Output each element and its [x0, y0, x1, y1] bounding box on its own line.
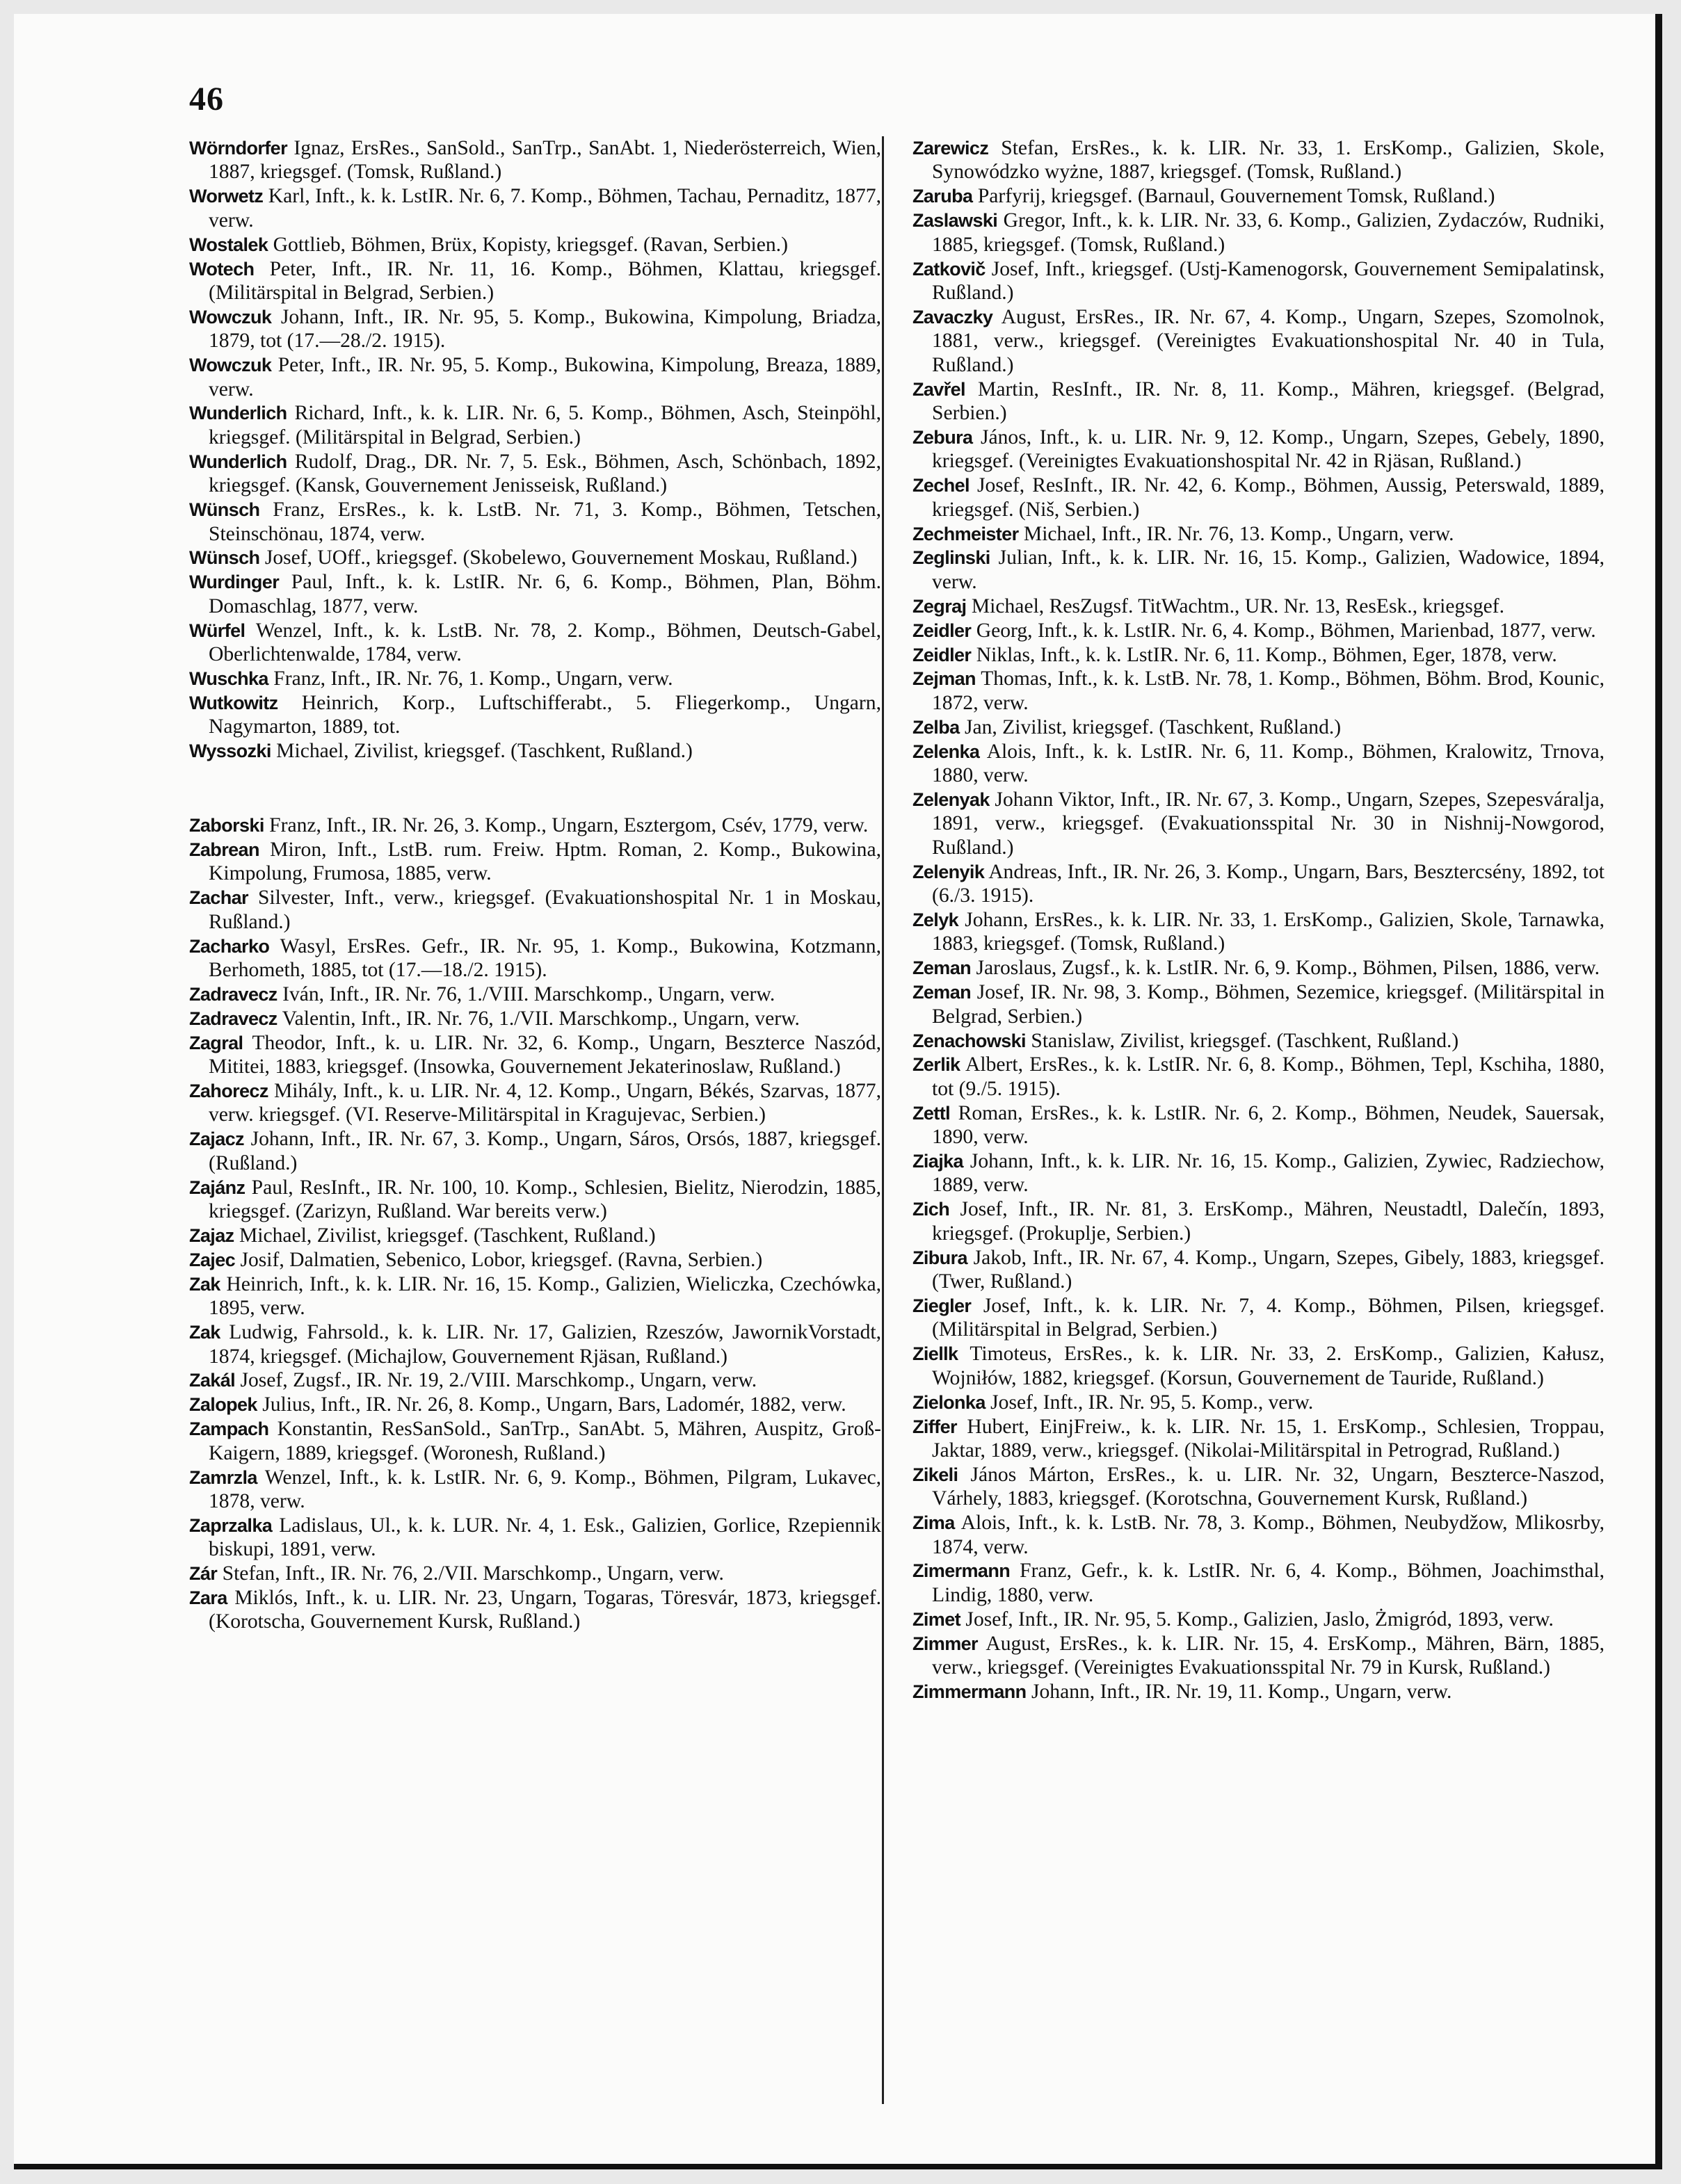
register-entry: [912, 257, 1604, 305]
entry-surname: Zakál: [189, 1370, 236, 1391]
register-entry: [189, 814, 881, 837]
entry-surname: Zegraj: [912, 595, 967, 617]
entry-surname: Zajec: [189, 1249, 236, 1270]
entry-surname: Wörndorfer: [189, 138, 287, 159]
register-entry: [189, 1320, 881, 1368]
register-entry: [912, 1680, 1604, 1704]
entry-details: Alois, Inft., k. k. LstB. Nr. 78, 3. Komp., Böhmen, Neubydžow, Mlikosrby, 1874, verw.: [932, 1512, 1604, 1558]
register-entry: [189, 570, 881, 618]
register-entry: [189, 1368, 881, 1392]
register-entry: [189, 1393, 881, 1416]
column-divider: [882, 136, 884, 2104]
entry-details: Jan, Zivilist, kriegsgef. (Taschkent, Rußland.): [964, 715, 1342, 738]
entry-surname: Zak: [189, 1273, 220, 1295]
page-number: 46: [189, 81, 224, 118]
entry-details: Josef, ResInft., IR. Nr. 42, 6. Komp., Böhmen, Aussig, Peterswald, 1889, kriegsgef. (Niš, Serbien.): [932, 474, 1604, 521]
entry-surname: Wotech: [189, 258, 255, 280]
entry-surname: Ziajka: [912, 1151, 963, 1172]
entry-surname: Zara: [189, 1587, 227, 1609]
entry-surname: Zabrean: [189, 839, 259, 860]
entry-details: Wenzel, Inft., k. k. LstIR. Nr. 6, 9. Komp., Böhmen, Pilgram, Lukavec, 1878, verw.: [209, 1466, 881, 1512]
entry-surname: Zettl: [912, 1102, 950, 1124]
entry-surname: Wowczuk: [189, 306, 272, 327]
entry-details: Josef, Inft., IR. Nr. 95, 5. Komp., Galizien, Jaslo, Żmigród, 1893, verw.: [965, 1608, 1554, 1631]
entry-surname: Zahorecz: [189, 1081, 268, 1102]
entry-details: Johann, Inft., IR. Nr. 67, 3. Komp., Ungarn, Sáros, Orsós, 1887, kriegsgef. (Rußland.): [209, 1128, 881, 1174]
register-entry: [912, 1342, 1604, 1390]
register-entry: [912, 643, 1604, 667]
entry-details: Theodor, Inft., k. u. LIR. Nr. 32, 6. Komp., Ungarn, Beszterce Naszód, Mititei, 1883, kriegsgef. (Insowka, Gouvernement Jekaterinoslaw, Rußland.): [209, 1031, 881, 1078]
entry-details: Ladislaus, Ul., k. k. LUR. Nr. 4, 1. Esk., Galizien, Gorlice, Rzepiennik biskupi, 1891, verw.: [209, 1514, 881, 1561]
entry-details: Michael, Zivilist, kriegsgef. (Taschkent, Rußland.): [239, 1224, 656, 1247]
entry-surname: Zebura: [912, 426, 973, 448]
entry-surname: Zejman: [912, 668, 976, 690]
entry-details: Josif, Dalmatien, Sebenico, Lobor, kriegsgef. (Ravna, Serbien.): [240, 1248, 763, 1271]
register-entry: [189, 1224, 881, 1247]
register-entry: [189, 739, 881, 763]
register-entry: [912, 1608, 1604, 1631]
entry-surname: Wutkowitz: [189, 692, 278, 713]
entry-surname: Zeglinski: [912, 547, 990, 569]
register-entry: [912, 1053, 1604, 1101]
register-entry: [189, 1007, 881, 1030]
register-entry: [912, 1391, 1604, 1414]
entry-surname: Wowczuk: [189, 355, 272, 376]
register-entry: [912, 788, 1604, 859]
register-entry: [189, 136, 881, 184]
entry-surname: Zaprzalka: [189, 1514, 273, 1536]
register-entry: [189, 233, 881, 257]
register-entry: [189, 886, 881, 934]
entry-surname: Zich: [912, 1199, 950, 1220]
entry-surname: Zatkovič: [912, 258, 986, 280]
entry-surname: Zeman: [912, 982, 972, 1003]
entry-details: August, ErsRes., k. k. LIR. Nr. 15, 4. ErsKomp., Mähren, Bärn, 1885, verw., kriegsgef. (Vereinigtes Evakuationsspital Nr. 79 in Kursk, Rußland.): [932, 1632, 1605, 1679]
entry-details: Paul, ResInft., IR. Nr. 100, 10. Komp., Schlesien, Bielitz, Nierodzin, 1885, kriegsgef. (Zarizyn, Rußland. War bereits verw.): [209, 1176, 881, 1223]
entry-details: Michael, Zivilist, kriegsgef. (Taschkent, Rußland.): [276, 740, 693, 763]
entry-surname: Zenachowski: [912, 1030, 1026, 1051]
entry-surname: Zelenka: [912, 741, 980, 762]
register-entry: [189, 619, 881, 667]
document-page: [14, 14, 1662, 2169]
entry-surname: Wünsch: [189, 499, 260, 521]
entry-details: Peter, Inft., IR. Nr. 95, 5. Komp., Bukowina, Kimpolung, Breaza, 1889, verw.: [209, 354, 881, 401]
register-entry: [189, 353, 881, 401]
entry-surname: Zacharko: [189, 935, 270, 957]
entry-details: Michael, Inft., IR. Nr. 76, 13. Komp., Ungarn, verw.: [1023, 522, 1454, 545]
entry-surname: Zechmeister: [912, 523, 1019, 544]
entry-details: Miklós, Inft., k. u. LIR. Nr. 23, Ungarn, Togaras, Töresvár, 1873, kriegsgef. (Korotscha, Gouvernement Kursk, Rußland.): [209, 1587, 881, 1633]
register-entry: [912, 522, 1604, 546]
register-entry: [189, 401, 881, 449]
entry-surname: Wunderlich: [189, 451, 287, 472]
entry-surname: Würfel: [189, 620, 246, 641]
entry-details: Wenzel, Inft., k. k. LstB. Nr. 78, 2. Komp., Böhmen, Deutsch-Gabel, Oberlichtenwalde, 1784, verw.: [209, 619, 881, 666]
entry-details: Andreas, Inft., IR. Nr. 26, 3. Komp., Ungarn, Bars, Besztercsény, 1892, tot (6./3. 1915).: [932, 860, 1604, 907]
register-entry: [189, 1031, 881, 1079]
entry-details: Josef, Inft., IR. Nr. 81, 3. ErsKomp., Mähren, Neustadtl, Dalečín, 1893, kriegsgef. (Prokuplje, Serbien.): [932, 1198, 1604, 1245]
entry-surname: Zaslawski: [912, 210, 998, 232]
register-entry: [912, 1559, 1604, 1607]
register-entry: [912, 1246, 1604, 1294]
entry-surname: Zajaz: [189, 1224, 234, 1246]
register-entry: [189, 1127, 881, 1175]
entry-surname: Zalopek: [189, 1394, 257, 1416]
entry-surname: Zarewicz: [912, 138, 989, 159]
register-entry: [912, 1415, 1604, 1463]
entry-details: Rudolf, Drag., DR. Nr. 7, 5. Esk., Böhmen, Asch, Schönbach, 1892, kriegsgef. (Kansk, Gouvernement Jenisseisk, Rußland.): [209, 450, 881, 497]
register-entry: [912, 956, 1604, 980]
entry-details: Silvester, Inft., verw., kriegsgef. (Evakuationshospital Nr. 1 in Moskau, Rußland.): [209, 887, 881, 933]
entry-surname: Wurdinger: [189, 572, 280, 593]
register-entry: [912, 594, 1604, 618]
entry-details: Johann, Inft., IR. Nr. 19, 11. Komp., Ungarn, verw.: [1031, 1681, 1452, 1703]
register-entry: [912, 908, 1604, 956]
entry-surname: Zaruba: [912, 186, 973, 207]
entry-surname: Zima: [912, 1512, 955, 1534]
entry-surname: Wünsch: [189, 547, 260, 569]
register-entry: [912, 740, 1604, 788]
register-entry: [189, 691, 881, 739]
entry-surname: Zagral: [189, 1032, 243, 1053]
register-entry: [912, 619, 1604, 642]
entry-surname: Zeman: [912, 957, 972, 979]
register-entry: [912, 426, 1604, 474]
register-entry: [912, 1149, 1604, 1197]
entry-surname: Zak: [189, 1322, 220, 1343]
register-entry: [189, 546, 881, 569]
register-entry: [189, 982, 881, 1006]
register-entry: [912, 1101, 1604, 1149]
entry-details: Niklas, Inft., k. k. LstIR. Nr. 6, 11. Komp., Böhmen, Eger, 1878, verw.: [976, 643, 1557, 666]
entry-surname: Zelba: [912, 716, 960, 738]
entry-details: Albert, ErsRes., k. k. LstIR. Nr. 6, 8. Komp., Böhmen, Tepl, Kschiha, 1880, tot (9./5. 1915).: [932, 1053, 1604, 1100]
entry-details: Valentin, Inft., IR. Nr. 76, 1./VII. Marschkomp., Ungarn, verw.: [282, 1007, 800, 1030]
entry-details: Stanislaw, Zivilist, kriegsgef. (Taschkent, Rußland.): [1031, 1029, 1459, 1052]
entry-surname: Zelyk: [912, 909, 959, 930]
register-entry: [189, 1466, 881, 1514]
register-entry: [189, 1417, 881, 1465]
register-entry: [912, 1029, 1604, 1053]
register-entry: [912, 378, 1604, 426]
entry-surname: Zampach: [189, 1418, 269, 1440]
entry-details: Josef, IR. Nr. 98, 3. Komp., Böhmen, Sezemice, kriegsgef. (Militärspital in Belgrad, Serbien.): [932, 981, 1604, 1028]
entry-details: Josef, Inft., IR. Nr. 95, 5. Komp., verw.: [990, 1391, 1314, 1414]
register-entry: [189, 935, 881, 982]
entry-details: Michael, ResZugsf. TitWachtm., UR. Nr. 13, ResEsk., kriegsgef.: [971, 594, 1505, 617]
register-entry: [912, 1632, 1604, 1680]
register-entry: [912, 715, 1604, 739]
register-entry: [189, 1586, 881, 1634]
entry-details: Martin, ResInft., IR. Nr. 8, 11. Komp., Mähren, kriegsgef. (Belgrad, Serbien.): [932, 378, 1604, 424]
entry-details: Paul, Inft., k. k. LstIR. Nr. 6, 6. Komp., Böhmen, Plan, Böhm. Domaschlag, 1877, verw.: [209, 571, 881, 617]
register-entry: [189, 305, 881, 353]
entry-surname: Zajacz: [189, 1129, 244, 1150]
register-entry: [189, 450, 881, 498]
entry-surname: Zadravecz: [189, 1008, 278, 1029]
entry-details: Josef, Inft., kriegsgef. (Ustj-Kamenogorsk, Gouvernement Semipalatinsk, Rußland.): [932, 257, 1604, 304]
entry-details: Roman, ErsRes., k. k. LstIR. Nr. 6, 2. Komp., Böhmen, Neudek, Sauersak, 1890, verw.: [932, 1101, 1605, 1149]
register-entry: [912, 474, 1604, 521]
entry-details: Josef, Inft., k. k. LIR. Nr. 7, 4. Komp., Böhmen, Pilsen, kriegsgef. (Militärspital in Belgrad, Serbien.): [932, 1295, 1604, 1341]
z-section: [189, 814, 881, 1634]
entry-surname: Zajánz: [189, 1176, 246, 1198]
entry-details: Franz, Gefr., k. k. LstIR. Nr. 6, 4. Komp., Böhmen, Joachimsthal, Lindig, 1880, verw.: [932, 1560, 1604, 1606]
entry-details: August, ErsRes., IR. Nr. 67, 4. Komp., Ungarn, Szepes, Szomolnok, 1881, verw., kriegsgef. (Vereinigtes Evakuationshospital Nr. 40 in Tula, Rußland.): [932, 305, 1604, 376]
entry-details: Franz, Inft., IR. Nr. 26, 3. Komp., Ungarn, Esztergom, Csév, 1779, verw.: [269, 814, 869, 837]
entry-details: Timoteus, ErsRes., k. k. LIR. Nr. 33, 2. ErsKomp., Galizien, Kałusz, Wojniłów, 1882, kriegsgef. (Korsun, Gouvernement de Tauride, Rußland.): [932, 1343, 1604, 1389]
entry-surname: Zibura: [912, 1247, 967, 1268]
entry-surname: Ziffer: [912, 1416, 957, 1437]
register-entry: [912, 1463, 1604, 1511]
entry-surname: Zachar: [189, 887, 248, 909]
entry-surname: Zavřel: [912, 378, 965, 400]
register-entry: [912, 980, 1604, 1028]
entry-details: Franz, Inft., IR. Nr. 76, 1. Komp., Ungarn, verw.: [273, 667, 673, 690]
register-entry: [189, 1272, 881, 1320]
register-entry: [912, 1511, 1604, 1559]
entry-details: Johann, Inft., IR. Nr. 95, 5. Komp., Bukowina, Kimpolung, Briadza, 1879, tot (17.—28./2. 1915).: [209, 305, 881, 353]
entry-details: Iván, Inft., IR. Nr. 76, 1./VIII. Marschkomp., Ungarn, verw.: [282, 982, 775, 1005]
entry-details: Jakob, Inft., IR. Nr. 67, 4. Komp., Ungarn, Szepes, Gibely, 1883, kriegsgef. (Twer, Rußland.): [932, 1246, 1604, 1293]
entry-surname: Zelenyak: [912, 788, 990, 810]
entry-surname: Zamrzla: [189, 1466, 257, 1488]
entry-details: János Márton, ErsRes., k. u. LIR. Nr. 32, Ungarn, Beszterce-Naszod, Várhely, 1883, kriegsgef. (Korotschna, Gouvernement Kursk, Rußland.): [932, 1463, 1604, 1510]
register-entry: [189, 1079, 881, 1127]
register-entry: [912, 136, 1604, 184]
entry-details: Gregor, Inft., k. k. LIR. Nr. 33, 6. Komp., Galizien, Zydaczów, Rudniki, 1885, kriegsgef. (Tomsk, Rußland.): [932, 209, 1604, 256]
entry-details: Julian, Inft., k. k. LIR. Nr. 16, 15. Komp., Galizien, Wadowice, 1894, verw.: [932, 547, 1604, 593]
entry-details: Mihály, Inft., k. u. LIR. Nr. 4, 12. Komp., Ungarn, Békés, Szarvas, 1877, verw. kriegsgef. (VI. Reserve-Militärspital in Kragujevac, Serbien.): [209, 1080, 881, 1126]
entry-surname: Wunderlich: [189, 403, 287, 424]
entry-details: János, Inft., k. u. LIR. Nr. 9, 12. Komp., Ungarn, Szepes, Gebely, 1890, kriegsgef. (Vereinigtes Evakuationshospital Nr. 42 in Rjäsan, Rußland.): [932, 426, 1604, 473]
register-entry: [912, 305, 1604, 377]
entry-details: Konstantin, ResSanSold., SanTrp., SanAbt. 5, Mähren, Auspitz, Groß-Kaigern, 1889, kriegsgef. (Woronesh, Rußland.): [209, 1418, 881, 1464]
entry-details: Richard, Inft., k. k. LIR. Nr. 6, 5. Komp., Böhmen, Asch, Steinpöhl, kriegsgef. (Militärspital in Belgrad, Serbien.): [209, 402, 881, 448]
z-section-continued: [912, 136, 1604, 1704]
section-gap: [189, 763, 881, 814]
entry-details: Julius, Inft., IR. Nr. 26, 8. Komp., Ungarn, Bars, Ladomér, 1882, verw.: [262, 1393, 846, 1416]
entry-surname: Zerlik: [912, 1054, 960, 1076]
entry-details: Johann Viktor, Inft., IR. Nr. 67, 3. Komp., Ungarn, Szepes, Szepesváralja, 1891, verw., kriegsgef. (Evakuationsspital Nr. 30 in Nishnij-Nowgorod, Rußland.): [932, 788, 1604, 859]
entry-details: Ludwig, Fahrsold., k. k. LIR. Nr. 17, Galizien, Rzeszów, JawornikVorstadt, 1874, kriegsgef. (Michajlow, Gouvernement Rjäsan, Rußland.): [209, 1321, 881, 1368]
register-entry: [189, 257, 881, 305]
left-column: [189, 136, 881, 1634]
entry-surname: Ziellk: [912, 1343, 958, 1365]
register-entry: [189, 1176, 881, 1224]
entry-details: Wasyl, ErsRes. Gefr., IR. Nr. 95, 1. Komp., Bukowina, Kotzmann, Berhometh, 1885, tot (17.—18./2. 1915).: [209, 935, 881, 981]
register-entry: [912, 209, 1604, 257]
entry-details: Johann, ErsRes., k. k. LIR. Nr. 33, 1. ErsKomp., Galizien, Skole, Tarnawka, 1883, kriegsgef. (Tomsk, Rußland.): [932, 909, 1604, 955]
entry-surname: Zielonka: [912, 1391, 986, 1413]
entry-surname: Zeidler: [912, 620, 972, 641]
entry-details: Peter, Inft., IR. Nr. 11, 16. Komp., Böhmen, Klattau, kriegsgef. (Militärspital in Belgrad, Serbien.): [209, 257, 881, 304]
entry-surname: Zadravecz: [189, 983, 278, 1005]
entry-details: Franz, ErsRes., k. k. LstB. Nr. 71, 3. Komp., Böhmen, Tetschen, Steinschönau, 1874, verw.: [209, 499, 881, 545]
entry-surname: Zelenyik: [912, 861, 985, 882]
entry-surname: Ziegler: [912, 1295, 972, 1316]
entry-surname: Zimmer: [912, 1633, 978, 1654]
w-section: [189, 136, 881, 763]
entry-details: Stefan, ErsRes., k. k. LIR. Nr. 33, 1. ErsKomp., Galizien, Skole, Synowódzko wyżne, 1887, kriegsgef. (Tomsk, Rußland.): [932, 137, 1604, 184]
entry-surname: Wuschka: [189, 668, 268, 689]
entry-details: Johann, Inft., k. k. LIR. Nr. 16, 15. Komp., Galizien, Zywiec, Radziechow, 1889, verw.: [932, 1150, 1604, 1197]
entry-details: Thomas, Inft., k. k. LstB. Nr. 78, 1. Komp., Böhmen, Böhm. Brod, Kounic, 1872, verw.: [932, 668, 1604, 714]
register-entry: [189, 838, 881, 886]
entry-surname: Wyssozki: [189, 741, 271, 762]
register-entry: [912, 1197, 1604, 1245]
register-entry: [912, 860, 1604, 908]
register-entry: [189, 184, 881, 232]
entry-details: Gottlieb, Böhmen, Brüx, Kopisty, kriegsgef. (Ravan, Serbien.): [273, 233, 788, 256]
entry-surname: Zár: [189, 1563, 218, 1585]
entry-details: Parfyrij, kriegsgef. (Barnaul, Gouvernement Tomsk, Rußland.): [977, 185, 1495, 208]
entry-details: Karl, Inft., k. k. LstIR. Nr. 6, 7. Komp., Böhmen, Tachau, Pernaditz, 1877, verw.: [209, 185, 882, 232]
entry-surname: Zavaczky: [912, 306, 993, 327]
right-column: [912, 136, 1604, 1704]
entry-surname: Zikeli: [912, 1464, 958, 1485]
entry-surname: Zimmermann: [912, 1681, 1027, 1702]
entry-surname: Zimermann: [912, 1560, 1011, 1582]
register-entry: [189, 1248, 881, 1272]
register-entry: [189, 667, 881, 690]
register-entry: [189, 1514, 881, 1562]
entry-surname: Worwetz: [189, 186, 264, 207]
entry-surname: Zeidler: [912, 644, 972, 665]
entry-details: Hubert, EinjFreiw., k. k. LIR. Nr. 15, 1. ErsKomp., Schlesien, Troppau, Jaktar, 1889, verw., kriegsgef. (Nikolai-Militärspital in Petrograd, Rußland.): [932, 1415, 1605, 1462]
register-entry: [912, 546, 1604, 594]
register-entry: [912, 184, 1604, 208]
entry-details: Heinrich, Korp., Luftschifferabt., 5. Fliegerkomp., Ungarn, Nagymarton, 1889, tot.: [209, 691, 881, 738]
entry-surname: Zechel: [912, 475, 970, 496]
register-entry: [912, 1294, 1604, 1342]
entry-details: Heinrich, Inft., k. k. LIR. Nr. 16, 15. Komp., Galizien, Wieliczka, Czechówka, 1895, verw.: [209, 1272, 881, 1320]
entry-details: Stefan, Inft., IR. Nr. 76, 2./VII. Marschkomp., Ungarn, verw.: [222, 1562, 724, 1585]
entry-surname: Zaborski: [189, 815, 264, 836]
entry-details: Josef, Zugsf., IR. Nr. 19, 2./VIII. Marschkomp., Ungarn, verw.: [240, 1369, 757, 1392]
entry-surname: Wostalek: [189, 234, 268, 255]
entry-details: Georg, Inft., k. k. LstIR. Nr. 6, 4. Komp., Böhmen, Marienbad, 1877, verw.: [976, 619, 1596, 642]
register-entry: [189, 1562, 881, 1585]
register-entry: [912, 667, 1604, 715]
entry-details: Miron, Inft., LstB. rum. Freiw. Hptm. Roman, 2. Komp., Bukowina, Kimpolung, Frumosa, 1885, verw.: [209, 838, 881, 885]
entry-details: Josef, UOff., kriegsgef. (Skobelewo, Gouvernement Moskau, Rußland.): [264, 547, 858, 569]
entry-details: Ignaz, ErsRes., SanSold., SanTrp., SanAbt. 1, Niederösterreich, Wien, 1887, kriegsgef. (Tomsk, Rußland.): [209, 137, 881, 184]
entry-details: Alois, Inft., k. k. LstIR. Nr. 6, 11. Komp., Böhmen, Kralowitz, Trnova, 1880, verw.: [932, 740, 1604, 787]
register-entry: [189, 498, 881, 546]
entry-details: Jaroslaus, Zugsf., k. k. LstIR. Nr. 6, 9. Komp., Böhmen, Pilsen, 1886, verw.: [976, 957, 1600, 980]
entry-surname: Zimet: [912, 1608, 961, 1630]
